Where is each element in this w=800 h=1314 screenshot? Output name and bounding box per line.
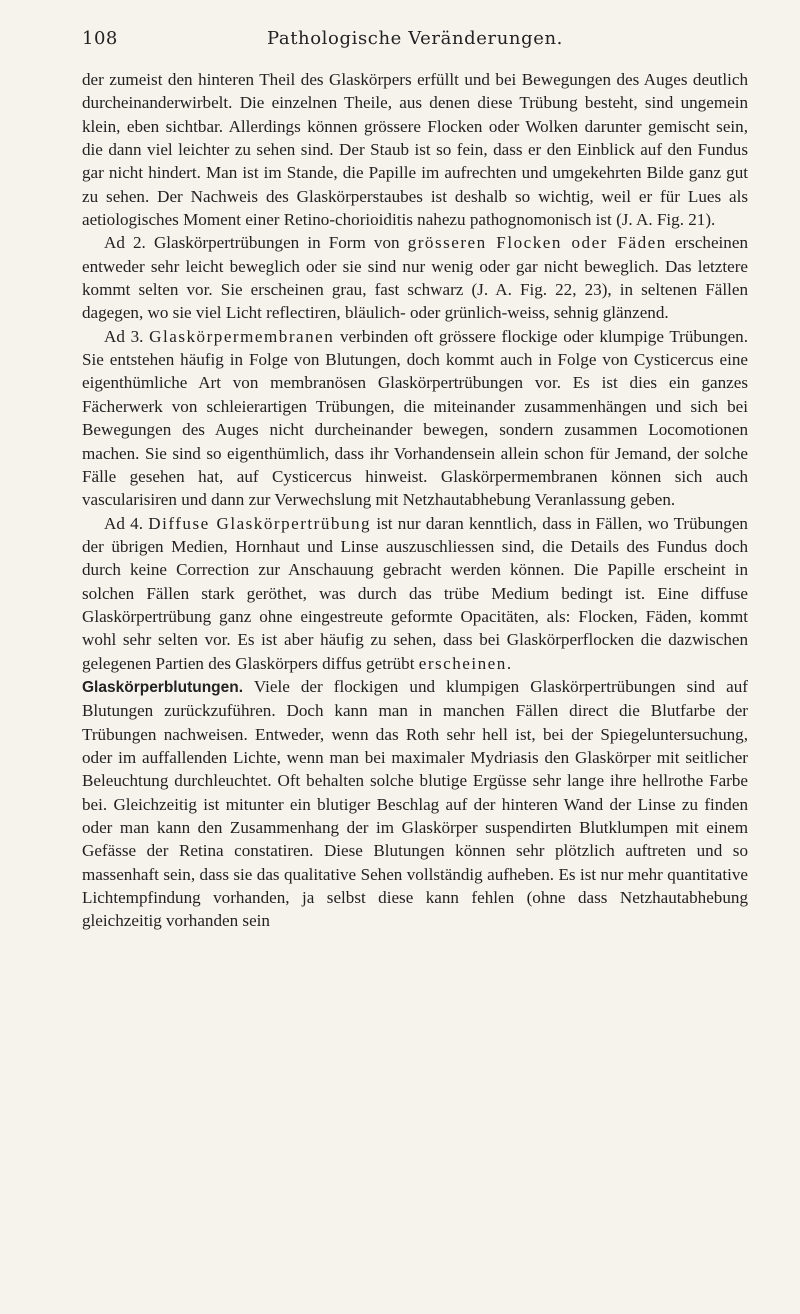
paragraph-text: verbinden oft grössere flockige oder klumpige Trübungen. Sie entstehen häufig in Folge von Blutungen, doch kommt auch in Folge von Cysticercus eine eigenthümliche Art von membranösen Glaskörpertrübungen vor. Es ist dies ein ganzes Fächerwerk von schleierartigen Trübungen, die miteinander zusammenhängen und sich bei Bewegungen des Auges nicht durcheinander bewegen, sondern zusammen Locomotionen machen. Sie sind so eigenthümlich, dass ihr Vorhandensein allein schon für Jemand, der solche Fälle gesehen hat, auf Cysticercus hinweist. Glaskörpermembranen können sich auch vascularisiren und dann zur Verwechslung mit Netzhautabhebung Veranlassung geben.: [82, 326, 748, 510]
paragraph-ad-4: [82, 512, 748, 675]
paragraph-vitreous-dust-continued: [82, 68, 748, 231]
section-heading: Glaskörperblutungen.: [82, 678, 244, 696]
paragraph-text: Viele der flockigen und klumpigen Glaskörpertrübungen sind auf Blutungen zurückzuführen. Doch kann man in manchen Fällen direct die Blutfarbe der Trübungen nachweisen. Entweder, wenn das Roth sehr hell ist, bei der Spiegeluntersuchung, oder im auffallenden Lichte, wenn man bei maximaler Mydriasis den Glaskörper mit seitlicher Beleuchtung durchleuchtet. Oft behalten solche blutige Ergüsse sehr lange ihre hellrothe Farbe bei. Gleichzeitig ist mitunter ein blutiger Beschlag auf der hinteren Wand der Linse zu finden oder man kann den Zusammenhang der im Glaskörper suspendirten Blutklumpen mit einem Gefässe der Retina constatiren. Diese Blutungen können sehr plötzlich auftreten und so massenhaft sein, dass sie das qualitative Sehen vollständig aufheben. Es ist nur mehr quantitative Lichtempfindung vorhanden, ja selbst diese kann fehlen (ohne dass Netzhautabhebung gleichzeitig vorhanden sein: [82, 676, 748, 931]
paragraph-text: erscheinen entweder sehr leicht beweglich oder sie sind nur wenig oder gar nicht beweglich. Das letztere kommt selten vor. Sie erscheinen grau, fast schwarz (J. A. Fig. 22, 23), in seltenen Fällen dagegen, wo sie viel Licht reflectiren, bläulich- oder grünlich-weiss, sehnig glänzend.: [82, 233, 748, 323]
page-number: 108: [82, 28, 118, 49]
body-text: [82, 68, 748, 933]
paragraph-ad-2: [82, 231, 748, 324]
paragraph-lead: Ad 4.: [104, 513, 143, 533]
paragraph-lead: Ad 3.: [104, 326, 144, 346]
paragraph-vitreous-hemorrhage: [82, 675, 748, 933]
spaced-term: Diffuse Glaskörpertrübung: [148, 513, 372, 533]
spaced-term: Glaskörpermembranen: [149, 326, 335, 346]
spaced-tail: erscheinen.: [418, 653, 513, 673]
paragraph-text: ist nur daran kenntlich, dass in Fällen, wo Trübungen der übrigen Medien, Hornhaut und Linse auszuschliessen sind, die Details des Fundus doch durch keine Correction zur Anschauung gebracht werden können. Die Papille erscheint in solchen Fällen stark geröthet, was durch das trübe Medium bedingt ist. Eine diffuse Glaskörpertrübung ganz ohne eingestreute geformte Opacitäten, als: Flocken, Fäden, kommt wohl sehr selten vor. Es ist aber häufig zu sehen, dass bei Glaskörperflocken die dazwischen gelegenen Partien des Glaskörpers diffus getrübt: [82, 513, 748, 673]
running-title: Pathologische Veränderungen.: [266, 28, 564, 49]
page-header: [82, 28, 748, 52]
paragraph-text: der zumeist den hinteren Theil des Glaskörpers erfüllt und bei Bewegungen des Auges deutlich durcheinanderwirbelt. Die einzelnen Theile, aus denen diese Trübung besteht, sind ungemein klein, eben sichtbar. Allerdings können grössere Flocken oder Wolken darunter gemischt sein, die dann viel leichter zu sehen sind. Der Staub ist so fein, dass er den Einblick auf den Fundus gar nicht hindert. Man ist im Stande, die Papille im aufrechten und umgekehrten Bilde ganz gut zu sehen. Der Nachweis des Glaskörperstaubes ist deshalb so wichtig, weil er für Lues als aetiologisches Moment einer Retino-chorioiditis nahezu pathognomonisch ist (J. A. Fig. 21).: [82, 70, 748, 230]
spaced-term: grösseren Flocken oder Fäden: [407, 233, 667, 253]
paragraph-lead: Ad 2. Glaskörpertrübungen in Form von: [104, 233, 400, 253]
paragraph-ad-3: [82, 325, 748, 512]
